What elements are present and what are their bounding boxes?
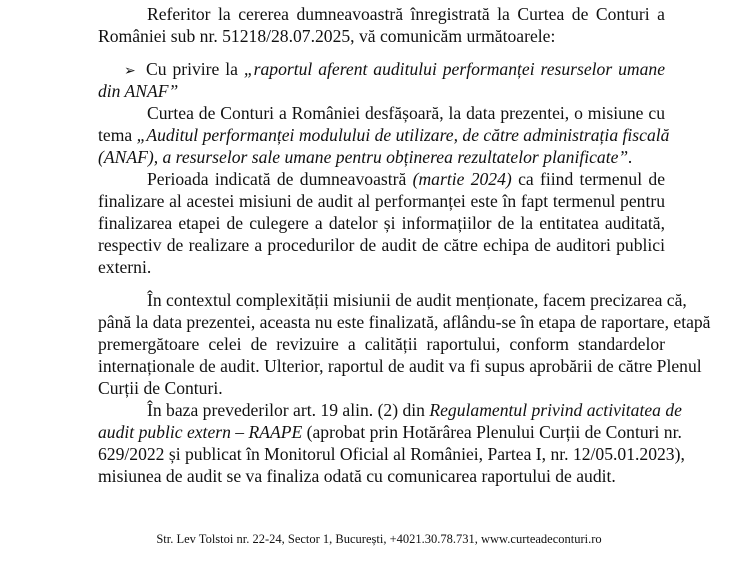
intro-line-1: Referitor la cererea dumneavoastră înregistrată la Curtea de Conturi a [147,4,665,24]
para2-period: (martie 2024) [412,169,512,189]
bullet-prefix: Cu privire la [146,59,244,79]
para3-line-2: până la data prezentei, aceasta nu este finalizată, aflându-se în etapa de raportare, etapă [98,312,711,332]
para2-line-1 [147,168,665,190]
footer-contact: Str. Lev Tolstoi nr. 22-24, Sector 1, București, +4021.30.78.731, www.curteadeconturi.ro [156,532,602,546]
para1-line-3: (ANAF), a resurselor sale umane pentru obținerea rezultatelor planificate”. [98,147,633,167]
para2-line-5: externi. [98,257,152,277]
para1-line-1: Curtea de Conturi a României desfășoară, la data prezentei, o misiune cu [147,103,665,123]
para4-regulation-title: Regulamentul privind activitatea de [429,400,682,420]
para4-line-3: 629/2022 și publicat în Monitorul Oficial al României, Partea I, nr. 12/05.01.2023), [98,444,685,464]
para1-line-2 [98,124,670,146]
para1-line-2-text: tema [98,125,137,145]
para4-line-1 [147,399,682,421]
bullet-title-part-2: din ANAF” [98,81,179,101]
para2-text-a: Perioada indicată de dumneavoastră [147,169,413,189]
para4-text-a: În baza prevederilor art. 19 alin. (2) din [147,400,430,420]
para1-audit-title: „Auditul performanței modulului de utilizare, de către administrația fiscală [136,125,670,145]
para3-line-5: Curții de Conturi. [98,378,223,398]
para3-line-1: În contextul complexității misiunii de audit menționate, facem precizarea că, [147,290,687,310]
para4-regulation-title-end: audit public extern – RAAPE [98,422,303,442]
para2-text-c: ca fiind termenul de [511,169,666,189]
para3-line-4: internaționale de audit. Ulterior, raportul de audit va fi supus aprobării de către Plenul [98,356,702,376]
para2-line-2: finalizare al acestei misiuni de audit al performanței este în fapt termenul pentru [98,191,665,211]
para4-line-2 [98,421,682,443]
bullet-title-part-1: „raportul aferent auditului performanței resurselor umane [243,59,666,79]
intro-line-2: României sub nr. 51218/28.07.2025, vă comunicăm următoarele: [98,26,556,46]
para4-line-4: misiunea de audit se va finaliza odată cu comunicarea raportului de audit. [98,466,616,486]
para2-line-3: finalizarea etapei de culegere a datelor și informațiilor de la entitatea auditată, [98,213,665,233]
bullet-heading-line-1 [124,58,665,82]
arrow-bullet-icon: ➢ [124,63,136,79]
para4-text-b: (aprobat prin Hotărârea Plenului Curții de Conturi nr. [302,422,682,442]
para2-line-4: respectiv de realizare a procedurilor de audit de către echipa de auditori publici [98,235,665,255]
para3-line-3: premergătoare celei de revizuire a calității raportului, conform standardelor [98,334,665,354]
